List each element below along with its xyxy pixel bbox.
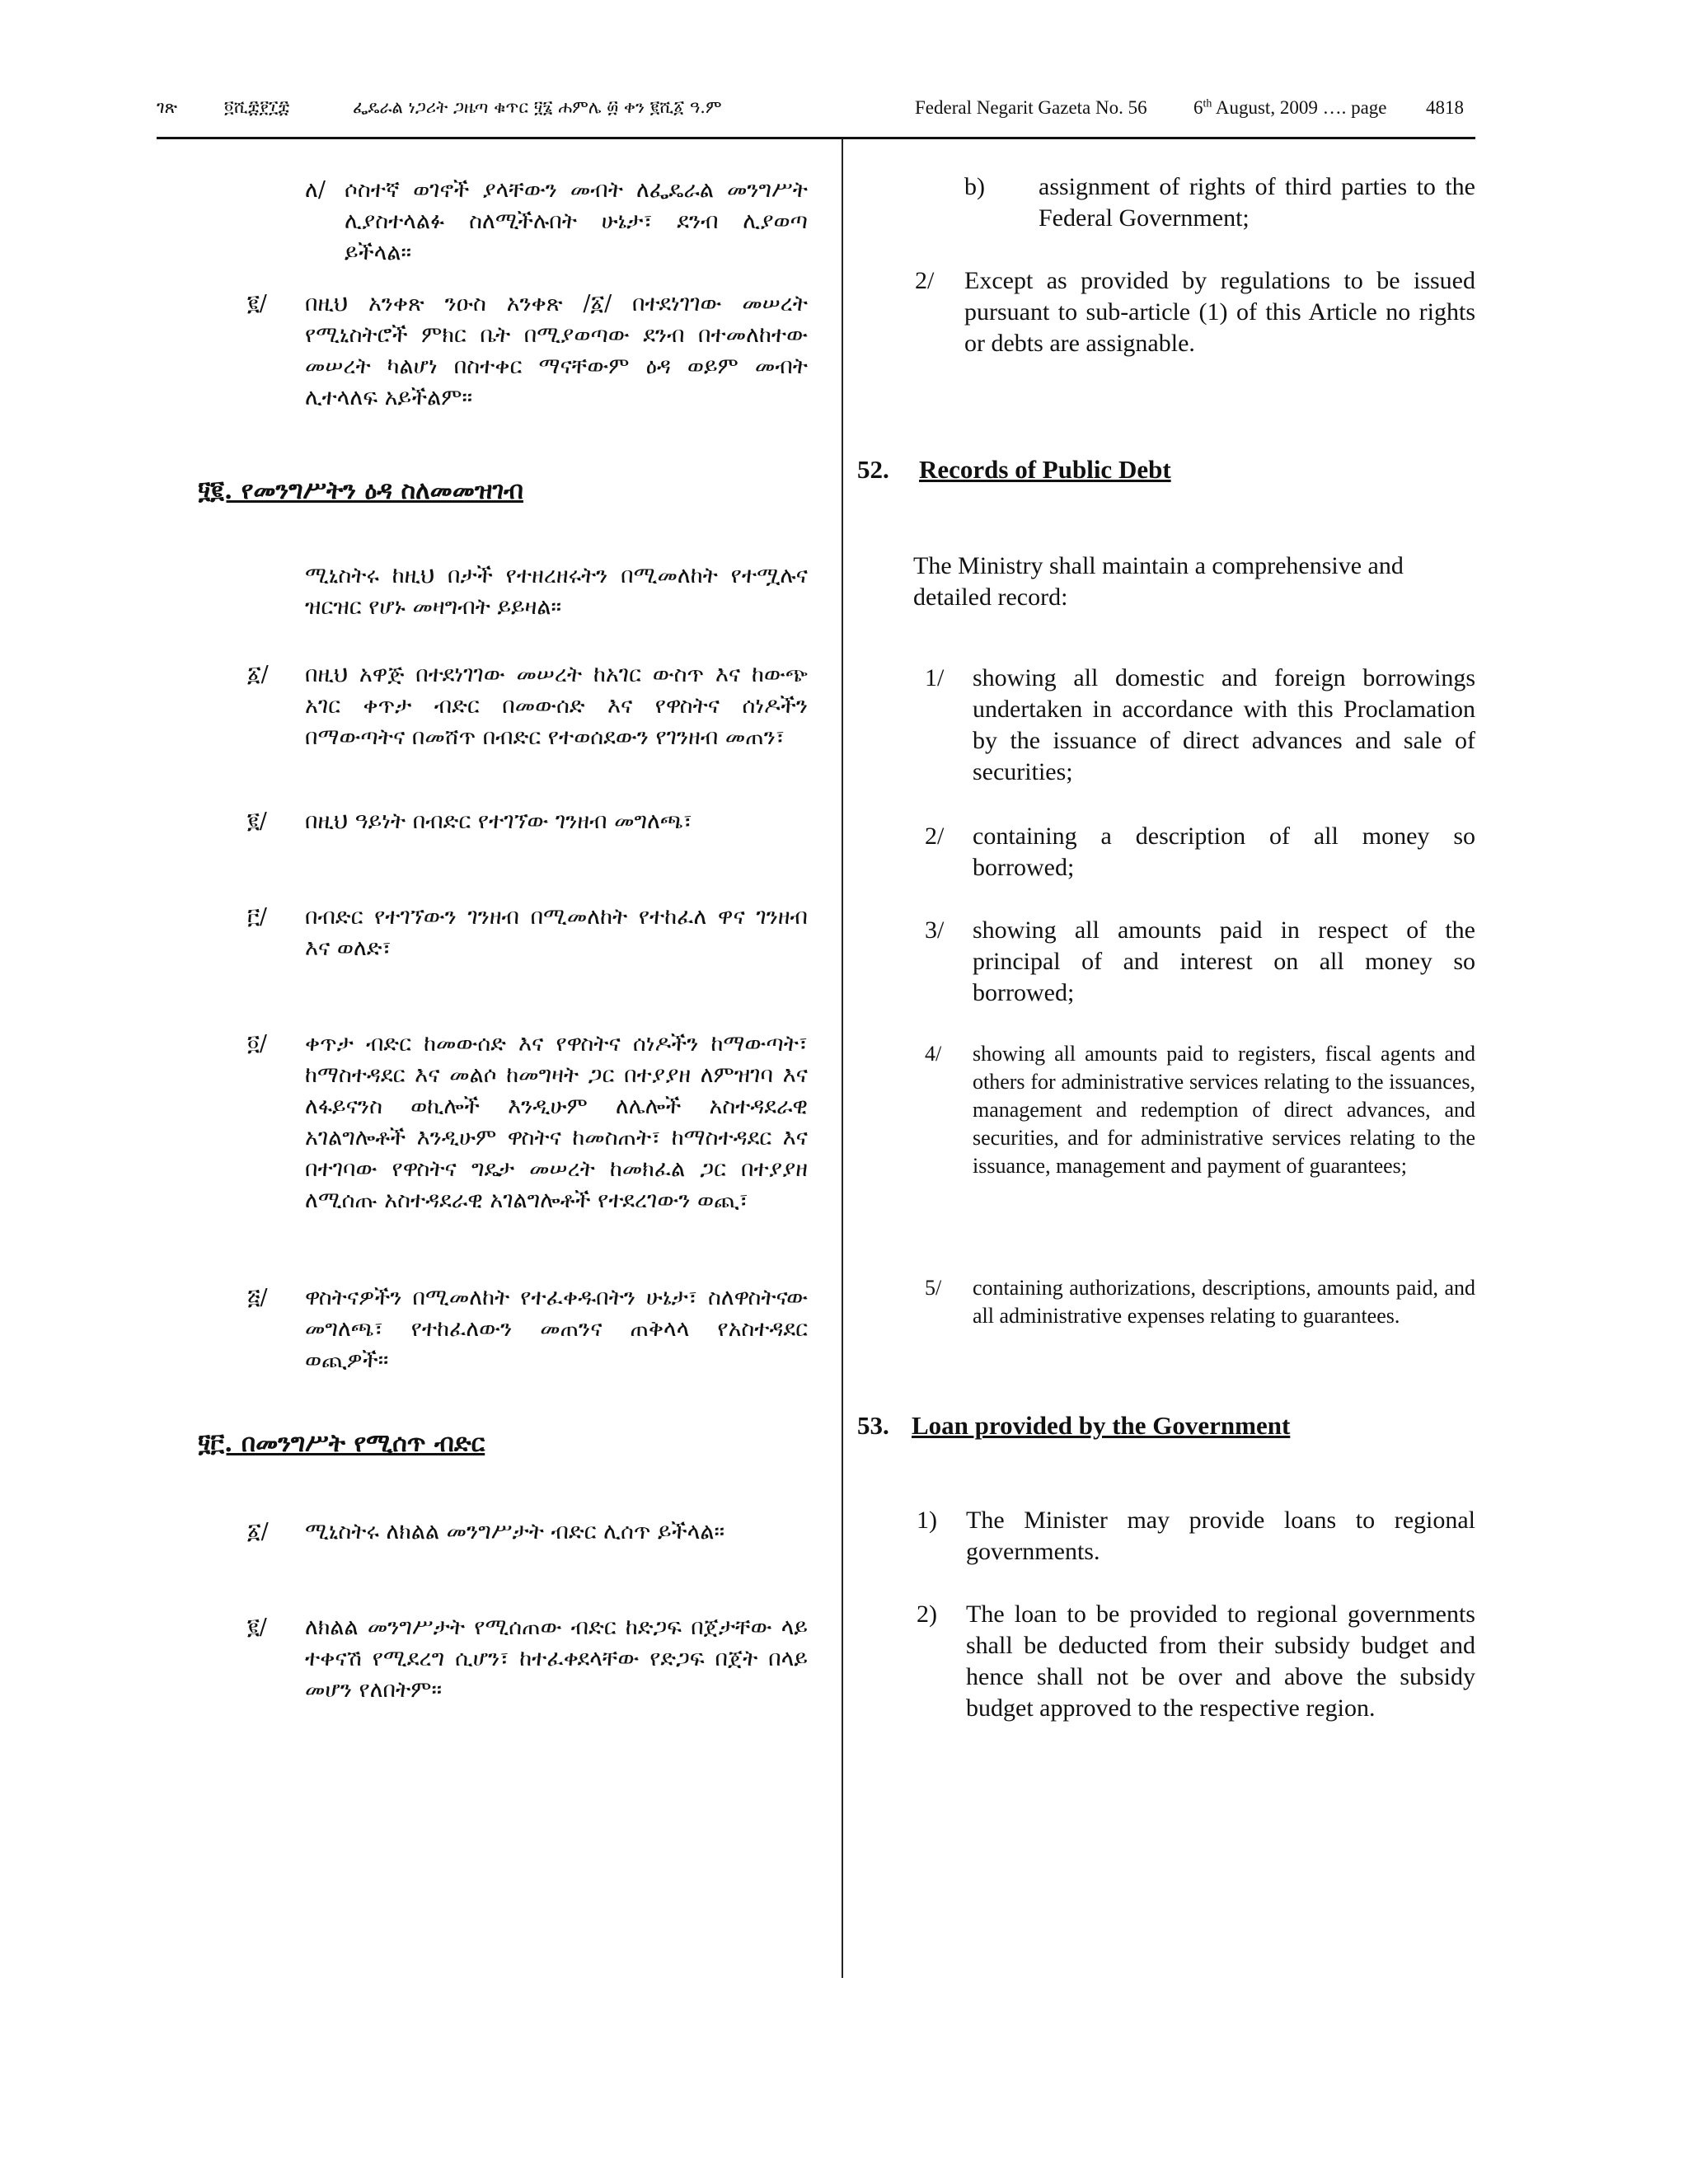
en-day-suffix: th [1203,97,1212,110]
am-item-number: ፩/ [247,662,269,687]
en-day: 6 [1193,97,1203,118]
am-gazette-info: ፌዴራል ነጋሪት ጋዜጣ ቁጥር ፶፮ ሐምሌ ፴ ቀን ፪ሺ፩ ዓ.ም [353,97,722,117]
am-heading-53: ፶፫. በመንግሥት የሚሰጥ ብድር [198,1429,485,1458]
am-paragraph-b [305,175,808,269]
en-intro-52 [913,551,1475,613]
section-title: Loan provided by the Government [912,1411,1291,1440]
am-heading-52: ፶፪. የመንግሥትን ዕዳ ስለመመዝገብ [198,476,523,505]
en-page-number: 4818 [1426,97,1464,118]
en-heading-53 [857,1411,1290,1441]
en-date-rest: August, 2009 …. page [1215,97,1387,118]
am-item-52-3 [247,902,808,964]
en-item-52-1 [925,663,1475,788]
page-header [157,97,1475,130]
en-gazette-title: Federal Negarit Gazeta No. 56 [915,97,1147,118]
am-item-text: በብድር የተገኘውን ገንዘብ በሚመለከት የተከፈለ ዋና ገንዘብ እና ወለድ፣ [305,904,808,961]
am-item-text: በዚህ አዋጅ በተደነገገው መሠረት ከአገር ውስጥ እና ከውጭ አገር ቀጥታ ብድር በመውሰድ እና የዋስትና ሰነዶችን በማውጣትና በመሸጥ በብድር የተወሰደውን የገንዘብ መጠን፣ [305,662,808,750]
en-gazette-date [1193,97,1387,119]
en-intro-text: The Ministry shall maintain a comprehensive and detailed record: [913,552,1404,611]
en-item-53-1 [917,1505,1475,1568]
am-item-number: ለ/ [305,177,326,203]
en-paragraph-b [964,171,1475,234]
header-rule [157,137,1475,139]
en-item-52-2 [925,821,1475,883]
section-title: Records of Public Debt [919,455,1171,484]
en-item-text: Except as provided by regulations to be issued pursuant to sub-article (1) of this Article no rights or debts are assignable. [964,267,1475,357]
am-item-number: ፫/ [247,904,268,930]
am-item-53-2 [247,1612,808,1706]
en-item-text: assignment of rights of third parties to the Federal Government; [1039,173,1475,232]
section-number: 52. [857,455,889,484]
en-item-number: 4/ [925,1042,942,1066]
am-item-text: በዚህ ዓይነት በብድር የተገኘው ገንዘብ መግለጫ፣ [305,808,692,834]
am-item-number: ፪/ [247,291,267,316]
am-item-52-1 [247,659,808,753]
am-item-number: ፩/ [247,1519,269,1544]
en-item-number: 1) [917,1507,937,1534]
am-item-number: ፭/ [247,1285,268,1310]
en-item-number: 2/ [925,823,945,850]
en-item-text: The loan to be provided to regional governments shall be deducted from their subsidy budget and hence shall not be over and above the subsidy budget approved to the respective region. [966,1601,1475,1722]
am-item-52-4 [247,1029,808,1216]
en-item-text: showing all domestic and foreign borrowings undertaken in accordance with this Proclamation by the issuance of direct advances and sale of securities; [973,664,1475,785]
en-item-text: showing all amounts paid to registers, fiscal agents and others for administrative services relating to the issuances, management and redemption of direct advances, and securities, and for administrative services relating to the issuance, management and payment of guarantees; [973,1042,1475,1178]
en-item-text: containing authorizations, descriptions, amounts paid, and all administrative expenses relating to guarantees. [973,1276,1475,1328]
section-number: 53. [857,1411,889,1440]
am-intro-text: ሚኒስትሩ ከዚህ በታች የተዘረዘሩትን በሚመለከት የተሟሉና ዝርዝር የሆኑ መዛግብት ይይዛል። [305,563,808,620]
en-item-52-3 [925,915,1475,1009]
en-item-52-4 [925,1040,1475,1180]
en-item-text: showing all amounts paid in respect of the principal of and interest on all money so borrowed; [973,916,1475,1006]
en-item-52-5 [925,1274,1475,1330]
en-item-number: b) [964,173,985,200]
am-intro-52 [305,560,808,623]
en-item-number: 5/ [925,1276,942,1300]
column-divider [842,138,843,1978]
am-item-number: ፪/ [247,808,267,834]
am-item-text: ቀጥታ ብድር ከመውሰድ እና የዋስትና ሰነዶችን ከማውጣት፣ ከማስተዳደር እና መልሶ ከመግዛት ጋር በተያያዘ ለምዝገባ እና ለፋይናንስ ወኪሎች እንዲሁም ለሌሎች አስተዳደራዊ አገልግሎቶች እንዲሁም ዋስትና ከመስጠት፣ ከማስተዳደር እና በተገባው የዋስትና ግዴታ መሠረት ከመክፈል ጋር በተያያዘ ለሚሰጡ አስተዳደራዊ አገልግሎቶች የተደረገውን ወጪ፣ [305,1031,808,1213]
am-item-number: ፬/ [247,1031,268,1057]
am-item-text: ዋስትናዎችን በሚመለከት የተፈቀዱበትን ሁኔታ፣ ስለዋስትናው መግለጫ፣ የተከፈለውን መጠንና ጠቅላላ የአስተዳደር ወጪዎች። [305,1285,808,1373]
en-item-number: 2) [917,1601,937,1628]
am-item-53-1 [247,1516,808,1548]
am-item-number: ፪/ [247,1615,267,1640]
en-item-number: 2/ [915,267,935,294]
am-page-number: ፬ሺ፰፻፲፰ [224,97,290,117]
am-paragraph-2 [247,288,808,414]
en-paragraph-2 [915,265,1475,359]
am-item-text: ሶስተኛ ወገኖች ያላቸውን መብት ለፌዴራል መንግሥት ሊያስተላልፉ ስለሚችሉበት ሁኔታ፣ ደንብ ሊያወጣ ይችላል። [345,177,808,265]
am-item-text: በዚህ አንቀጽ ንዑስ አንቀጽ /፩/ በተደነገገው መሠረት የሚኒስትሮች ምክር ቤት በሚያወጣው ደንብ በተመለከተው መሠረት ካልሆነ በስተቀር ማናቸውም ዕዳ ወይም መብት ሊተላለፍ አይችልም። [305,291,808,410]
en-item-text: The Minister may provide loans to regional governments. [966,1507,1475,1565]
am-item-text: ለክልል መንግሥታት የሚሰጠው ብድር ከድጋፍ በጀታቸው ላይ ተቀናሽ የሚደረግ ሲሆን፣ ከተፈቀደላቸው የድጋፍ በጀት በላይ መሆን የለበትም። [305,1615,808,1703]
en-item-53-2 [917,1599,1475,1724]
en-heading-52 [857,455,1171,485]
en-item-number: 3/ [925,916,945,944]
am-item-52-2 [247,806,808,837]
en-item-text: containing a description of all money so borrowed; [973,823,1475,881]
am-page-label: ገጽ [157,97,177,117]
am-item-52-5 [247,1282,808,1376]
am-item-text: ሚኒስትሩ ለክልል መንግሥታት ብድር ሊሰጥ ይችላል። [305,1519,725,1544]
en-item-number: 1/ [925,664,945,691]
